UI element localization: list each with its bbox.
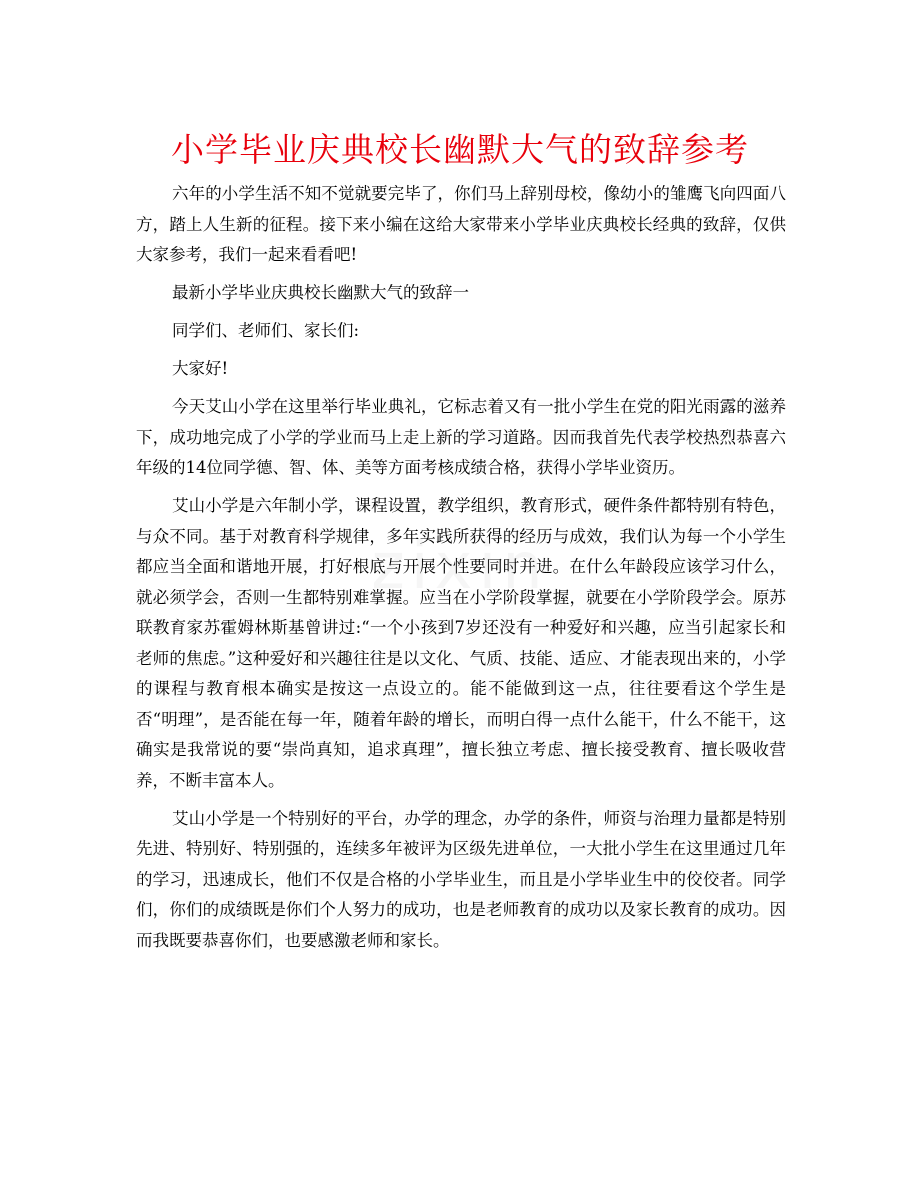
body-paragraph: 今天艾山小学在这里举行毕业典礼，它标志着又有一批小学生在党的阳光雨露的滋养下，成功地完成了小学的学业而马上走上新的学习道路。因而我首先代表学校热烈恭喜六年级的14位同学德、智、体、美等方面考核成绩合格，获得小学毕业资历。 [136, 397, 786, 477]
body-paragraph: 艾山小学是六年制小学，课程设置，教学组织，教育形式，硬件条件都特别有特色，与众不同。基于对教育科学规律，多年实践所获得的经历与成效，我们认为每一个小学生都应当全面和谐地开展，打好根底与开展个性要同时并进。在什么年龄段应该学习什么，就必须学会，否则一生都特别难掌握。应当在小学阶段掌握，就要在小学阶段学会。原苏联教育家苏霍姆林斯基曾讲过:“一个小孩到7岁还没有一种爱好和兴趣，应当引起家长和老师的焦虑。”这种爱好和兴趣往往是以文化、气质、技能、适应、才能表现出来的，小学的课程与教育根本确实是按这一点设立的。能不能做到这一点，往往要看这个学生是否“明理”，是否能在每一年，随着年龄的增长，而明白得一点什么能干，什么不能干，这确实是我常说的要“崇尚真知，追求真理”，擅长独立考虑、擅长接受教育、擅长吸收营养，不断丰富本人。 [136, 496, 786, 790]
document-title: 小学毕业庆典校长幽默大气的致辞参考 [171, 130, 749, 169]
section-heading: 最新小学毕业庆典校长幽默大气的致辞一 [172, 283, 469, 302]
intro-paragraph: 六年的小学生活不知不觉就要完毕了，你们马上辞别母校，像幼小的雏鹰飞向四面八方，踏上人生新的征程。接下来小编在这给大家带来小学毕业庆典校长经典的致辞，仅供大家参考，我们一起来看看吧! [136, 184, 786, 264]
watermark: zixin [371, 530, 549, 604]
document-body [136, 179, 786, 964]
greeting: 大家好! [172, 359, 229, 378]
body-paragraph: 艾山小学是一个特别好的平台，办学的理念，办学的条件，师资与治理力量都是特别先进、特别好、特别强的，连续多年被评为区级先进单位，一大批小学生在这里通过几年的学习，迅速成长，他们不仅是合格的小学毕业生，而且是小学毕业生中的佼佼者。同学们，你们的成绩既是你们个人努力的成功，也是老师教育的成功以及家长教育的成功。因而我既要恭喜你们，也要感激老师和家长。 [136, 808, 786, 950]
salutation: 同学们、老师们、家长们: [172, 321, 360, 340]
